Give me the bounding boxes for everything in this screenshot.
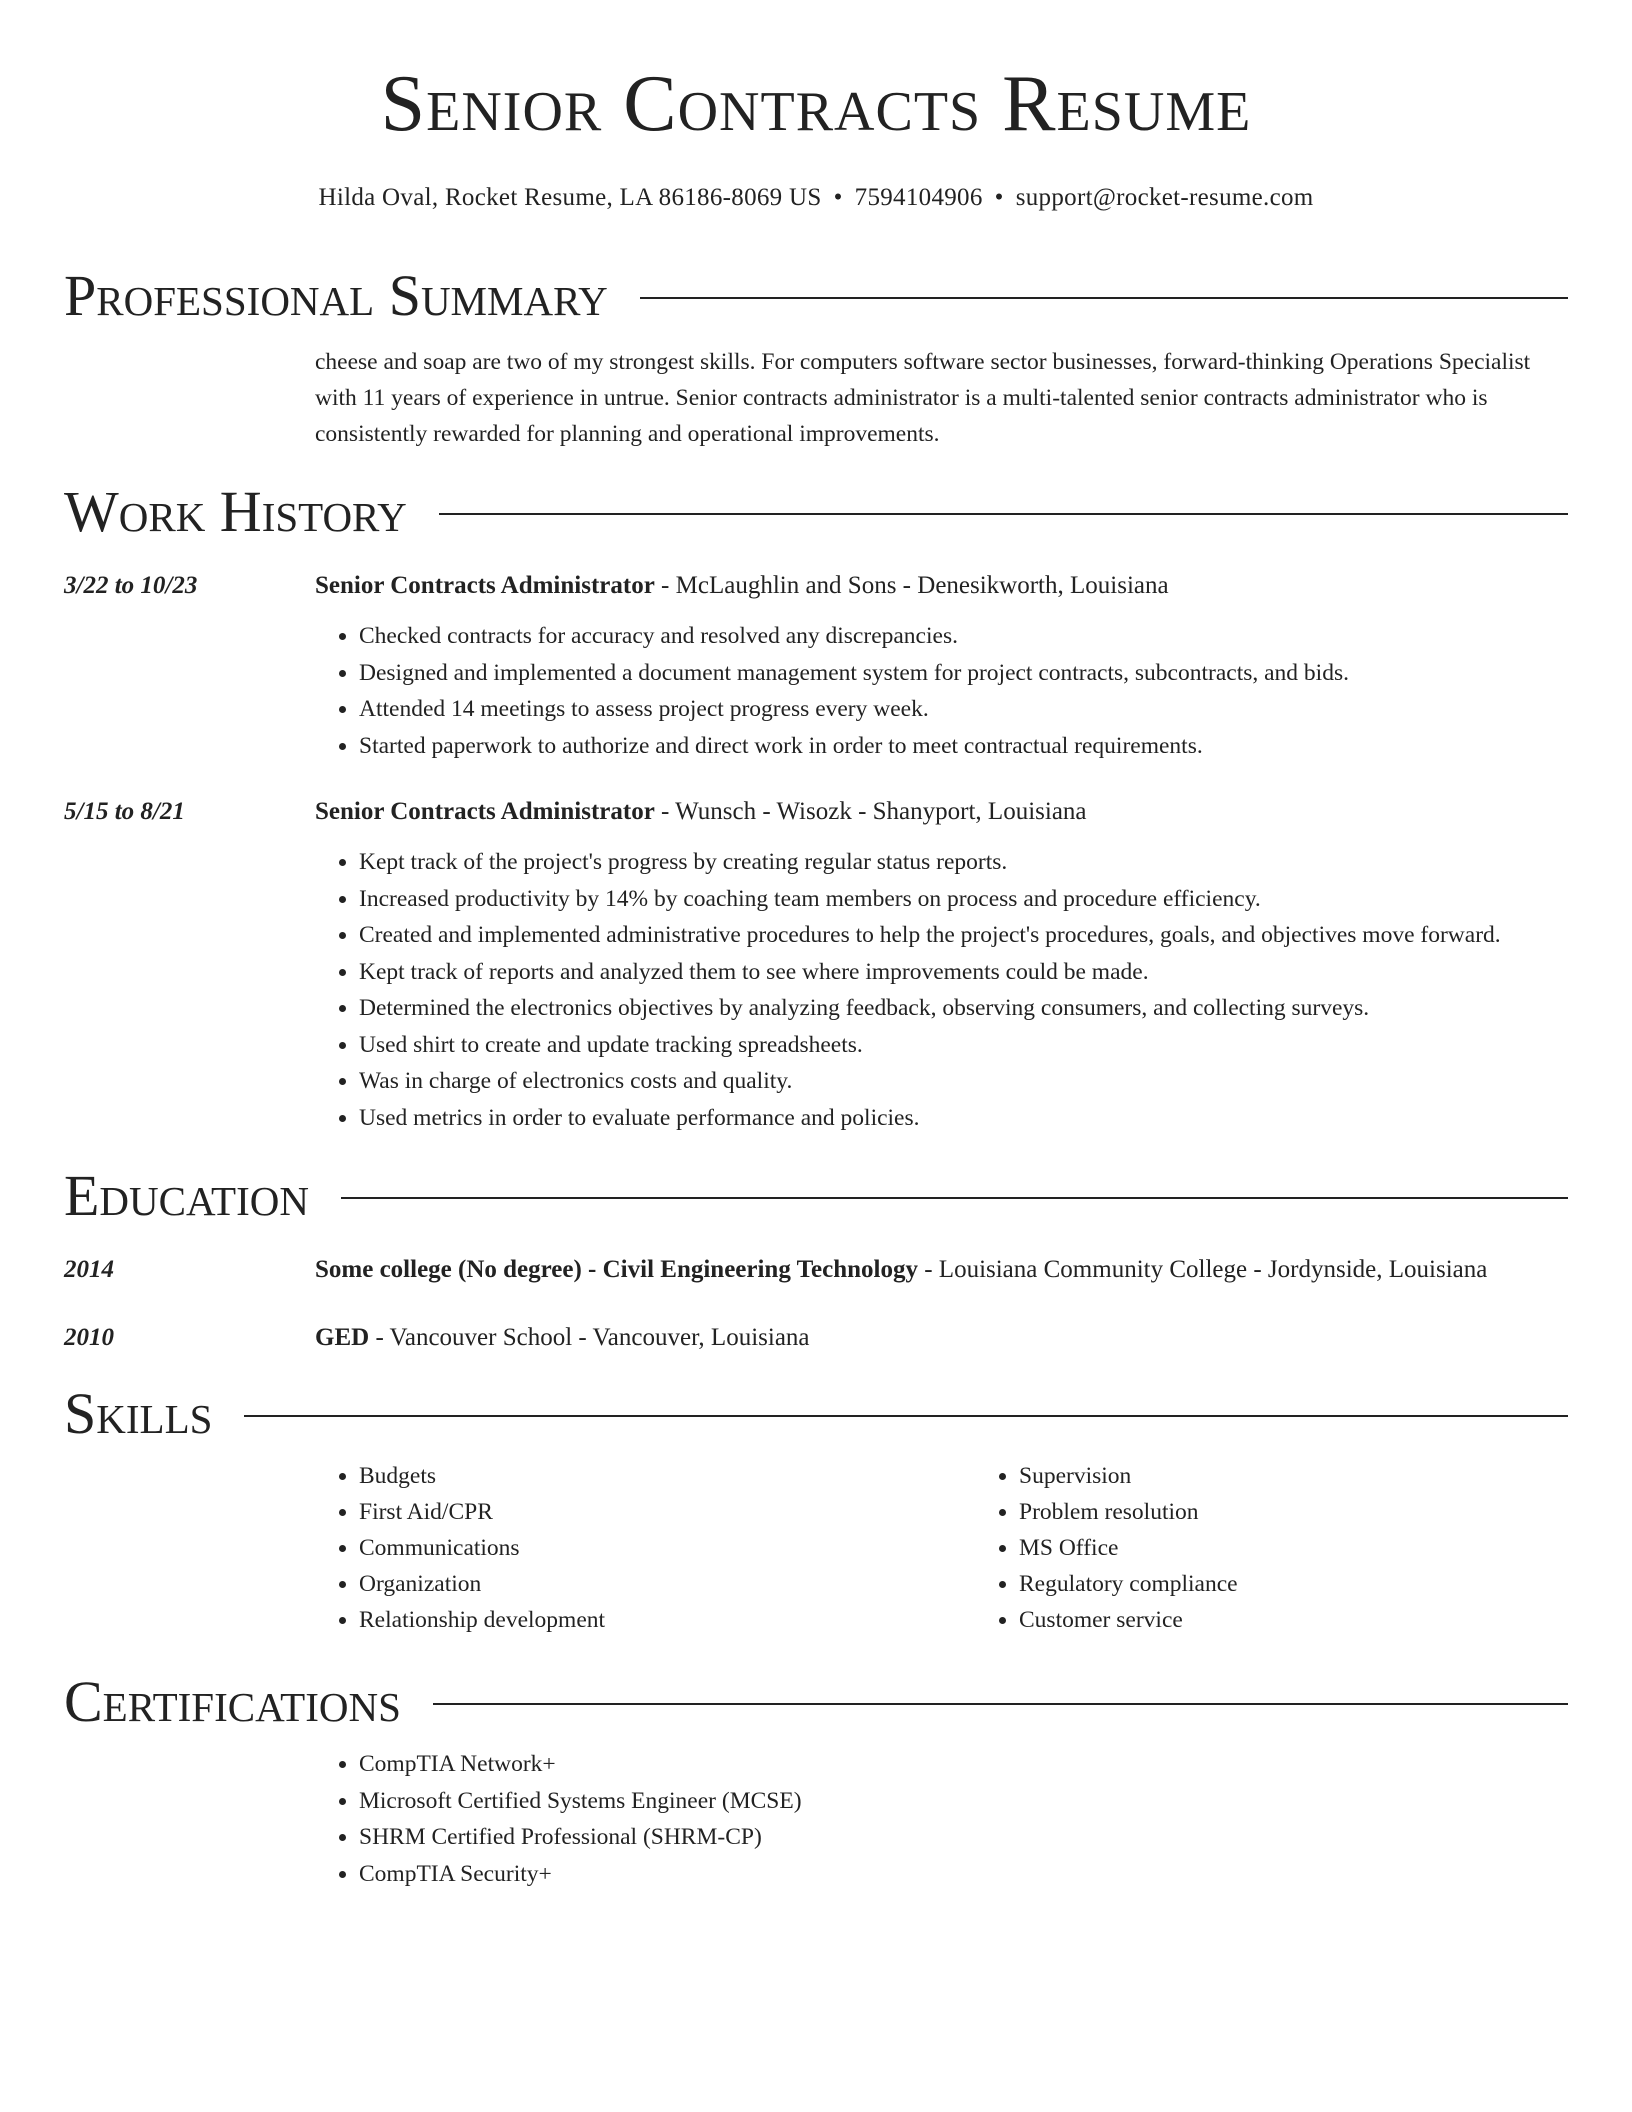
summary-row <box>64 330 1568 452</box>
education-degree: Some college (No degree) - Civil Engineering Technology <box>315 1256 918 1283</box>
work-headline <box>315 792 1568 832</box>
skills-list-right <box>975 1458 1579 1638</box>
skill-item: • Communications <box>359 1530 975 1566</box>
education-headline <box>315 1318 1568 1358</box>
skill-item: • Problem resolution <box>1019 1494 1579 1530</box>
certifications-row <box>64 1736 1568 1892</box>
list-item: • Was in charge of electronics costs and quality. <box>359 1063 1568 1100</box>
list-item: • Created and implemented administrative procedures to help the project's procedures, goals, and objectives move forward. <box>359 917 1568 954</box>
contact-separator: • <box>833 184 843 211</box>
education-entry <box>64 1318 1568 1358</box>
section-divider <box>433 1703 1568 1705</box>
work-role: Senior Contracts Administrator <box>315 798 655 825</box>
certification-item: • Microsoft Certified Systems Engineer (MCSE) <box>359 1783 1568 1820</box>
resume-page <box>64 0 1568 1892</box>
list-item: • Checked contracts for accuracy and resolved any discrepancies. <box>359 618 1568 655</box>
work-section-header <box>64 478 1568 546</box>
skills-row <box>64 1448 1568 1638</box>
education-details: - Vancouver School - Vancouver, Louisiana <box>369 1324 810 1351</box>
summary-section-header <box>64 262 1568 330</box>
certifications-section-header <box>64 1668 1568 1736</box>
list-item: • Started paperwork to authorize and direct work in order to meet contractual requirements. <box>359 728 1568 765</box>
summary-text: cheese and soap are two of my strongest skills. For computers software sector businesses, forward-thinking Operations Specialist with 11 years of experience in untrue. Senior contracts administrator is a multi-talented senior contracts administrator who is consistently rewarded for planning and operational improvements. <box>315 349 1531 447</box>
work-bullets <box>315 844 1568 1136</box>
list-item: • Kept track of reports and analyzed them to see where improvements could be made. <box>359 954 1568 991</box>
certification-item: • CompTIA Network+ <box>359 1746 1568 1783</box>
skill-item: • First Aid/CPR <box>359 1494 975 1530</box>
skills-section-title: Skills <box>64 1381 213 1446</box>
education-degree: GED <box>315 1324 370 1351</box>
skills-list-left <box>315 1458 975 1638</box>
contact-email: support@rocket-resume.com <box>1015 184 1314 211</box>
work-bullets <box>315 618 1568 764</box>
list-item: • Kept track of the project's progress by creating regular status reports. <box>359 844 1568 881</box>
work-role: Senior Contracts Administrator <box>315 572 655 599</box>
section-divider <box>341 1197 1568 1199</box>
work-details: - Wunsch - Wisozk - Shanyport, Louisiana <box>654 798 1087 825</box>
list-item: • Attended 14 meetings to assess project progress every week. <box>359 691 1568 728</box>
skills-section-header <box>64 1380 1568 1448</box>
education-entry <box>64 1250 1568 1290</box>
skill-item: • Supervision <box>1019 1458 1579 1494</box>
skill-item: • Customer service <box>1019 1602 1579 1638</box>
list-item: • Designed and implemented a document management system for project contracts, subcontracts, and bids. <box>359 655 1568 692</box>
list-item: • Increased productivity by 14% by coaching team members on process and procedure efficiency. <box>359 881 1568 918</box>
skills-columns <box>315 1448 1579 1638</box>
work-entry <box>64 792 1568 1136</box>
list-item: • Used metrics in order to evaluate performance and policies. <box>359 1100 1568 1137</box>
work-dates: 5/15 to 8/21 <box>64 798 185 825</box>
certifications-section-title: Certifications <box>64 1669 401 1734</box>
skill-item: • Regulatory compliance <box>1019 1566 1579 1602</box>
education-year: 2014 <box>64 1256 114 1283</box>
education-section-title: Education <box>64 1163 309 1228</box>
contact-phone: 7594104906 <box>854 184 983 211</box>
education-section-header <box>64 1162 1568 1230</box>
list-item: • Used shirt to create and update tracking spreadsheets. <box>359 1027 1568 1064</box>
education-details: - Louisiana Community College - Jordynside, Louisiana <box>917 1256 1488 1283</box>
education-year: 2010 <box>64 1324 114 1351</box>
education-headline <box>315 1250 1568 1290</box>
page-title: Senior Contracts Resume <box>380 60 1252 148</box>
certifications-list <box>315 1746 1568 1892</box>
work-entry <box>64 566 1568 764</box>
contact-separator: • <box>994 184 1004 211</box>
section-divider <box>640 297 1568 299</box>
contact-address: Hilda Oval, Rocket Resume, LA 86186-8069 US <box>318 184 822 211</box>
skill-item: • Organization <box>359 1566 975 1602</box>
section-divider <box>439 513 1568 515</box>
skill-item: • MS Office <box>1019 1530 1579 1566</box>
work-dates: 3/22 to 10/23 <box>64 572 198 599</box>
certification-item: • CompTIA Security+ <box>359 1856 1568 1893</box>
list-item: • Determined the electronics objectives by analyzing feedback, observing consumers, and collecting surveys. <box>359 990 1568 1027</box>
work-headline <box>315 566 1568 606</box>
section-divider <box>244 1415 1568 1417</box>
work-details: - McLaughlin and Sons - Denesikworth, Louisiana <box>654 572 1169 599</box>
certification-item: • SHRM Certified Professional (SHRM-CP) <box>359 1819 1568 1856</box>
work-section-title: Work History <box>64 479 407 544</box>
skill-item: • Relationship development <box>359 1602 975 1638</box>
contact-line <box>64 184 1568 212</box>
skill-item: • Budgets <box>359 1458 975 1494</box>
summary-section-title: Professional Summary <box>64 263 608 328</box>
